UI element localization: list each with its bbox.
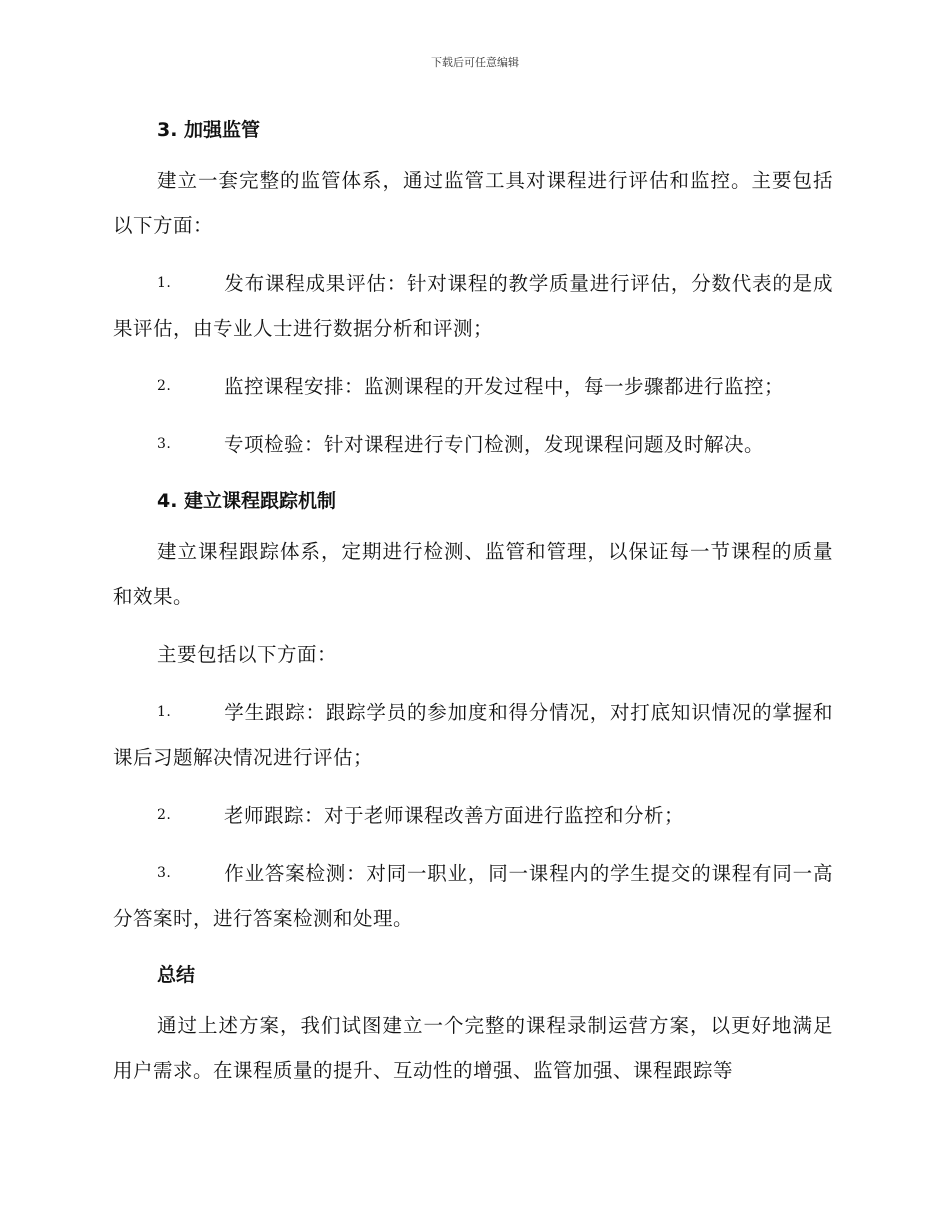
list-item	[113, 690, 833, 780]
list-item-number: 1.	[157, 704, 172, 720]
section-4-lead: 主要包括以下方面：	[157, 643, 338, 666]
list-item-text: 监控课程安排：监测课程的开发过程中，每一步骤都进行监控；	[224, 375, 785, 398]
list-item-number: 2.	[157, 807, 172, 823]
list-item-text: 作业答案检测：对同一职业，同一课程内的学生提交的课程有同一高分答案时，进行答案检测和处理。	[113, 862, 833, 930]
list-item	[113, 422, 833, 467]
list-item	[113, 364, 833, 409]
section-3-intro: 建立一套完整的监管体系，通过监管工具对课程进行评估和监控。主要包括以下方面：	[113, 169, 833, 237]
list-item-number: 1.	[157, 275, 172, 291]
list-item-number: 3.	[157, 436, 172, 452]
summary-heading: 总结	[157, 964, 196, 986]
list-item-text: 专项检验：针对课程进行专门检测，发现课程问题及时解决。	[224, 433, 765, 456]
section-3-heading: 3. 加强监管	[157, 119, 261, 141]
section-4-heading: 4. 建立课程跟踪机制	[157, 490, 337, 512]
list-item-text: 发布课程成果评估：针对课程的教学质量进行评估，分数代表的是成果评估，由专业人士进行数据分析和评测；	[113, 272, 833, 340]
list-item	[113, 793, 833, 838]
list-item-text: 学生跟踪：跟踪学员的参加度和得分情况，对打底知识情况的掌握和课后习题解决情况进行评估；	[113, 701, 833, 769]
list-item	[113, 851, 833, 941]
list-item-number: 3.	[157, 865, 172, 881]
section-4-intro: 建立课程跟踪体系，定期进行检测、监管和管理，以保证每一节课程的质量和效果。	[113, 540, 833, 608]
header-note: 下载后可任意编辑	[431, 56, 519, 69]
list-item-text: 老师跟踪：对于老师课程改善方面进行监控和分析；	[224, 804, 685, 827]
list-item	[113, 261, 833, 351]
document-body	[113, 108, 833, 1105]
summary-text: 通过上述方案，我们试图建立一个完整的课程录制运营方案，以更好地满足用户需求。在课程质量的提升、互动性的增强、监管加强、课程跟踪等	[113, 1014, 833, 1082]
list-item-number: 2.	[157, 378, 172, 394]
